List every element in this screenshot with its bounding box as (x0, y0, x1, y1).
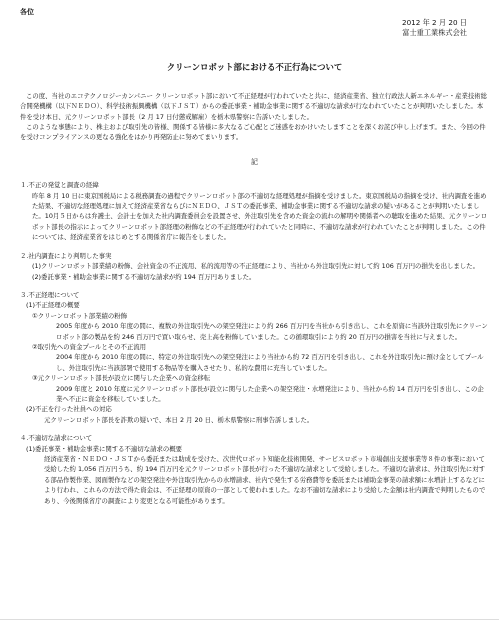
list-item: (2)委託事業・補助金事業に関する不適切な請求が約 194 百万円ありました。 (32, 272, 256, 281)
section-heading: ４.不適切な請求について (20, 434, 93, 443)
section-2 (20, 251, 489, 282)
item-body: 2005 年度から 2010 年度の間に、複数の外注取引先への架空発注により約 266 百万円を当社から引き出し、これを原資に当該外注取引先にクリーンロボット部の製品を約 246 百万円で買い取らせ、売上高を粉飾していました。この循環取引により約 20 百万円の損害を当社に与えました。 (56, 322, 488, 341)
item-heading: ②取引先への資金プールとその不正流用 (32, 342, 147, 351)
document-title: クリーンロボット部における不正行為について (166, 62, 343, 73)
list-item: (1)クリーンロボット部業績の粉飾、会社資金の不正流用、私的流用等の不正経理により、当社から外注取引先に対して約 106 百万円の損失を出しました。 (32, 262, 479, 271)
sub-heading: (1)不正経理の概要 (26, 301, 80, 310)
addressee: 各位 (20, 8, 34, 16)
sub-heading: (2)不正を行った社員への対応 (26, 405, 112, 414)
release-date: 2012 年 2 月 20 日 (402, 18, 467, 28)
intro-text (20, 91, 489, 143)
sub-body: 経済産業省・ＮＥＤＯ・ＪＳＴから委託または助成を受けた、次世代ロボット知能化技術開発、サービスロボット市場創出支援事業等８件の事業において受給した約 1,056 百万円うち、約 194 百万円を元クリーンロボット部長が行った不適切な請求として受給しました。不適切な請求は、外注取引先に対する部品作製作業、図面製作などの架空発注や外注取引先からの水増請求、社内で発生する労務費等を委託または補助金事業の請求額に水増計上するなどにより行われ、これらの方法で得た資金は、不正経理の原資の一部として使われました。なお不適切な請求により受給した金額は社内調査で判明したものであり、今後関係省庁の調査により変更となる可能性があります。 (44, 455, 486, 505)
sub-body: 元クリーンロボット部長を詐欺の疑いで、本日 2 月 20 日、栃木県警察に刑事告訴しました。 (44, 415, 314, 424)
intro-paragraph: このような事態により、株主および取引先の皆様、関係する皆様に多大なるご心配とご迷惑をおかけいたしますことを深くお詫び申し上げます。また、今回の件を受けコンプライアンスの更なる強化をはかり再発防止に努めてまいります。 (20, 123, 486, 142)
section-1 (20, 180, 489, 242)
section-heading: ３.不正経理について (20, 290, 80, 299)
item-body: 2009 年度と 2010 年度に元クリーンロボット部長が設立に関与した企業への架空発注・水増発注により、当社から約 14 百万円を引き出し、この企業へ不正に資金を移転していました。 (56, 384, 484, 403)
item-body: 2004 年度から 2010 年度の間に、特定の外注取引先への架空発注により当社から約 72 百万円を引き出し、これを外注取引先に預け金としてプールし、外注取引先に当該部署で使用する物品等を購入させたり、私的な費用に充当していました。 (56, 353, 484, 372)
item-heading: ①クリーンロボット部業績の粉飾 (32, 311, 128, 320)
section-4 (20, 433, 489, 506)
item-heading: ③元クリーンロボット部長が設立に関与した企業への資金移転 (32, 374, 211, 383)
company-name: 富士重工業株式会社 (402, 28, 467, 38)
section-3 (20, 290, 489, 425)
intro-paragraph: この度、当社のエコテクノロジーカンパニー クリーンロボット部において不正経理が行われていたと共に、経済産業省、独立行政法人新エネルギー・産業技術総合開発機構（以下ＮＥＤＯ）、科学技術振興機構（以下ＪＳＴ）からの委託事業・補助金事業に関する不適切な請求が行なわれていたことが判明いたしました。本件を受け本日、元クリーンロボット部長（2 月 17 日付懲戒解雇）を栃木県警察に告訴いたしました。 (20, 91, 488, 121)
section-heading: １.不正の発覚と調査の経緯 (20, 181, 99, 190)
section-body: 昨年 8 月 10 日に東京国税局による税務調査の過程でクリーンロボット部の不適切な経理処理が指摘を受けました。東京国税局の指摘を受け、社内調査を進めた結果、不適切な経理処理に加えて経済産業省ならびにＮＥＤＯ、ＪＳＴの委託事業、補助金事業に関する不適切な請求の疑いがあることが判明いたしました。10月５日からは弁護士、会計士を加えた社内調査委員会を設置させ、外注取引先を含めた資金の流れの解明や関係者への聴取を進めた結果、元クリーンロボット部長の指示によってクリーンロボット部経理の粉飾などの不正経理が行われていたと同時に、不適切な請求が行われていたことが判明しました。この件については、経済産業省をはじめとする関係省庁に報告をしました。 (32, 191, 488, 242)
sub-heading: (1)委託事業・補助金事業に関する不適切な請求の概要 (26, 444, 183, 453)
section-heading: ２.社内調査により判明した事実 (20, 251, 112, 260)
ki-marker: 記 (251, 157, 258, 166)
